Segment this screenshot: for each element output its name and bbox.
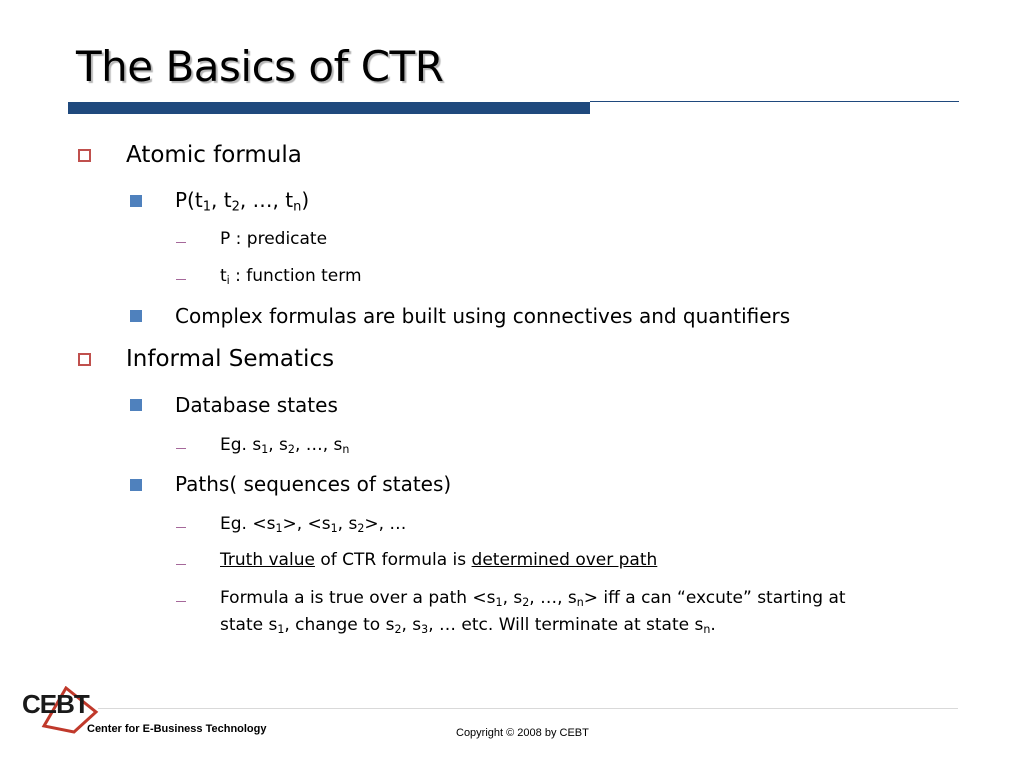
dash-icon bbox=[176, 564, 186, 565]
center-name: Center for E-Business Technology bbox=[87, 723, 267, 735]
copyright: Copyright © 2008 by CEBT bbox=[456, 727, 589, 739]
footer-divider bbox=[98, 708, 958, 709]
dash-icon bbox=[176, 601, 186, 602]
solid-square-icon bbox=[130, 479, 142, 491]
bullet-eg-states: Eg. $s_1$, $s_2$, …, $s_n$ bbox=[220, 435, 350, 456]
bullet-eg-paths: Eg. $<s_1>$, $<s_1$, $s_2>$, … bbox=[220, 514, 407, 535]
bullet-formula-line1: Formula a is true over a path $<s_1$, $s_2$, …, $s_n>$ iff a can “excute” starting at bbox=[220, 588, 846, 609]
hollow-square-icon bbox=[78, 353, 91, 366]
slide-title: The Basics of CTR bbox=[76, 42, 444, 91]
solid-square-icon bbox=[130, 399, 142, 411]
bullet-complex-formulas: Complex formulas are built using connectives and quantifiers bbox=[175, 304, 791, 328]
hollow-square-icon bbox=[78, 149, 91, 162]
truth-value-link: Truth value bbox=[220, 550, 315, 570]
dash-icon bbox=[176, 527, 186, 528]
logo-text: CEBT bbox=[22, 689, 89, 719]
determined-over-path-link: determined over path bbox=[471, 550, 658, 570]
bullet-formula-line2: state $s_1$, change to $s_2$, $s_3$, … etc. Will terminate at state $s_n$. bbox=[220, 615, 716, 636]
bullet-p-predicate: P : predicate bbox=[220, 229, 328, 249]
dash-icon bbox=[176, 448, 186, 449]
title-rule-thick bbox=[68, 102, 590, 114]
bullet-predicate-expression: $P(t_1$, $t_2$, …, $t_n$) bbox=[175, 188, 310, 215]
solid-square-icon bbox=[130, 310, 142, 322]
title-rule-thin bbox=[590, 101, 959, 102]
bullet-atomic-formula: Atomic formula bbox=[126, 142, 302, 168]
bullet-truth-value: Truth value of CTR formula is determined over path bbox=[220, 550, 658, 570]
bullet-paths: Paths( sequences of states) bbox=[175, 472, 452, 496]
bullet-database-states: Database states bbox=[175, 393, 338, 417]
bullet-function-term: $t_i$ : function term bbox=[220, 266, 362, 287]
bullet-informal-semantics: Informal Sematics bbox=[126, 346, 335, 372]
dash-icon bbox=[176, 279, 186, 280]
solid-square-icon bbox=[130, 195, 142, 207]
dash-icon bbox=[176, 242, 186, 243]
